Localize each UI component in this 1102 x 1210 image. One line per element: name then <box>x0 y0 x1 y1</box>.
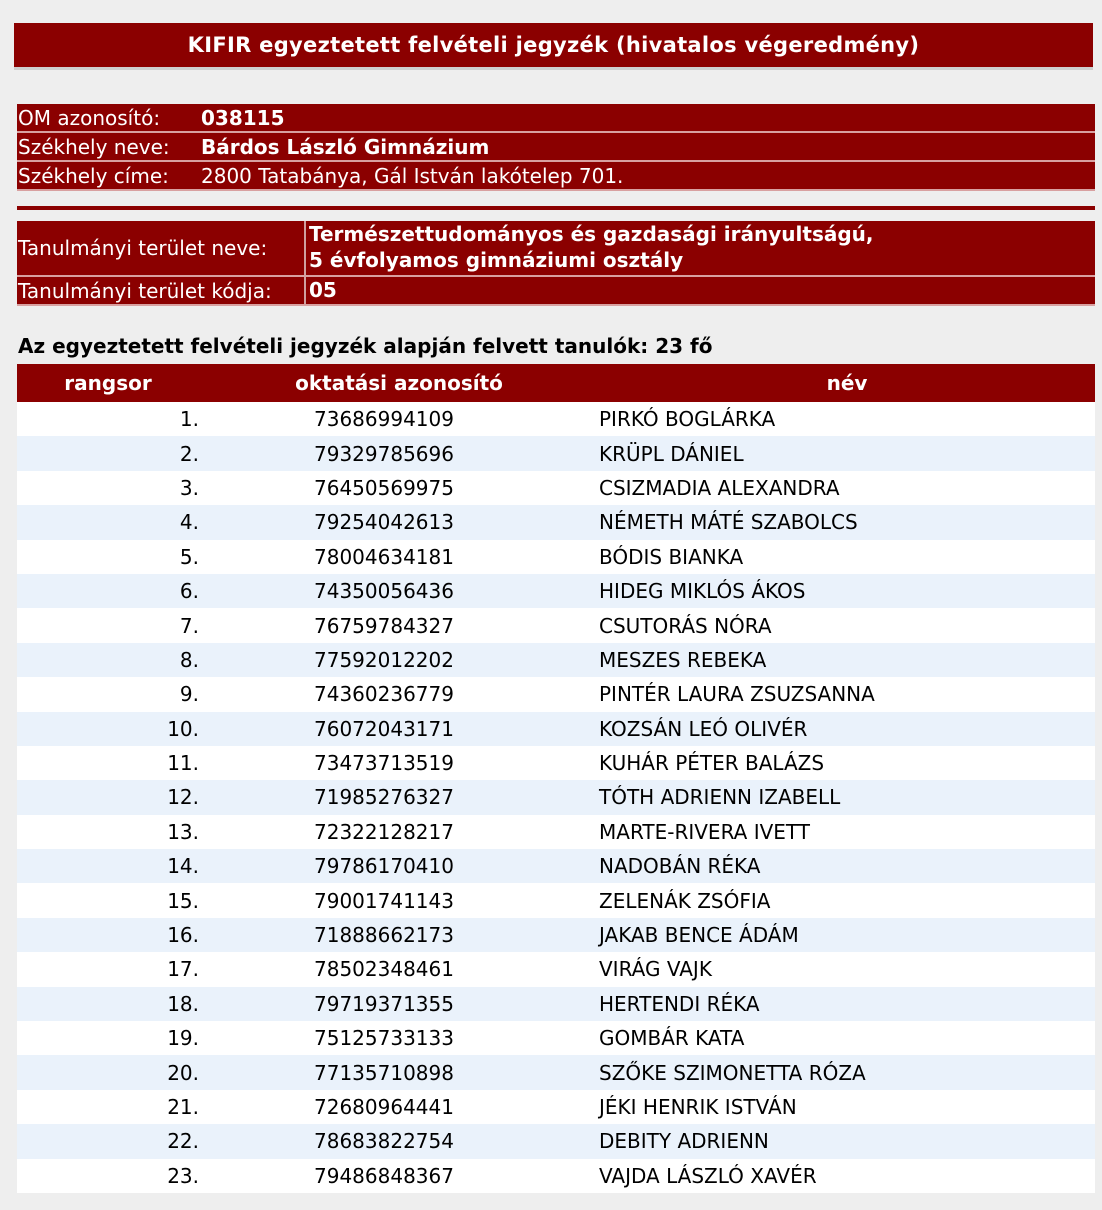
table-row <box>17 746 1095 780</box>
cell-rank: 19. <box>167 1026 199 1051</box>
cell-rank: 16. <box>167 923 199 948</box>
area-name-label: Tanulmányi terület neve: <box>17 221 306 275</box>
cell-id: 77135710898 <box>314 1060 454 1085</box>
table-row <box>17 1055 1095 1089</box>
school-name-row <box>17 133 1095 160</box>
cell-id: 71985276327 <box>314 785 454 810</box>
table-row <box>17 643 1095 677</box>
cell-rank: 21. <box>167 1095 199 1119</box>
cell-rank: 1. <box>179 407 199 432</box>
table-row <box>17 780 1095 814</box>
table-header-row <box>17 364 1095 402</box>
table-row <box>17 574 1095 608</box>
cell-rank: 18. <box>167 991 199 1016</box>
cell-rank: 4. <box>179 510 199 535</box>
cell-name: DEBITY ADRIENN <box>599 1129 769 1154</box>
admitted-count: Az egyeztetett felvételi jegyzék alapján felvett tanulók: 23 fő <box>18 334 713 358</box>
area-code-row <box>17 277 1095 304</box>
cell-id: 78683822754 <box>314 1129 454 1154</box>
table-row <box>17 436 1095 470</box>
om-row <box>17 104 1095 131</box>
cell-name: KRÜPL DÁNIEL <box>599 441 744 466</box>
cell-id: 76759784327 <box>314 613 454 638</box>
cell-id: 78004634181 <box>314 544 454 569</box>
cell-name: PIRKÓ BOGLÁRKA <box>599 407 776 432</box>
table-row <box>17 815 1095 849</box>
school-info <box>17 104 1095 191</box>
cell-rank: 15. <box>167 888 199 913</box>
cell-name: VIRÁG VAJK <box>599 957 712 982</box>
cell-name: SZŐKE SZIMONETTA RÓZA <box>599 1060 866 1085</box>
cell-name: VAJDA LÁSZLÓ XAVÉR <box>599 1163 817 1188</box>
area-name-line1: Természettudományos és gazdasági irányultságú, <box>309 222 874 246</box>
area-name-value <box>306 221 874 275</box>
cell-rank: 17. <box>167 957 199 982</box>
cell-name: CSIZMADIA ALEXANDRA <box>599 475 840 500</box>
cell-rank: 8. <box>179 647 199 672</box>
school-address-value: 2800 Tatabánya, Gál István lakótelep 701. <box>201 163 624 188</box>
cell-rank: 6. <box>179 579 199 604</box>
cell-name: KUHÁR PÉTER BALÁZS <box>599 751 825 776</box>
area-name-row <box>17 221 1095 275</box>
header-rank: rangsor <box>64 371 152 395</box>
page-title: KIFIR egyeztetett felvételi jegyzék (hivatalos végeredmény) <box>14 23 1093 67</box>
area-code-label: Tanulmányi terület kódja: <box>17 277 306 304</box>
cell-id: 79329785696 <box>314 441 454 466</box>
cell-name: NADOBÁN RÉKA <box>599 854 761 879</box>
cell-rank: 12. <box>167 785 199 810</box>
table-row <box>17 505 1095 539</box>
cell-rank: 13. <box>167 819 199 844</box>
cell-id: 76450569975 <box>314 475 454 500</box>
school-address-label: Székhely címe: <box>18 163 169 188</box>
table-row <box>17 952 1095 986</box>
cell-rank: 7. <box>179 613 199 638</box>
table-row <box>17 987 1095 1021</box>
cell-id: 76072043171 <box>314 716 454 741</box>
cell-id: 74360236779 <box>314 682 454 707</box>
table-row <box>17 1090 1095 1124</box>
cell-name: JÉKI HENRIK ISTVÁN <box>599 1095 797 1119</box>
table-row <box>17 883 1095 917</box>
cell-id: 79001741143 <box>314 888 454 913</box>
cell-id: 75125733133 <box>314 1026 454 1051</box>
cell-id: 79254042613 <box>314 510 454 535</box>
table-row <box>17 1021 1095 1055</box>
area-name-line2: 5 évfolyamos gimnáziumi osztály <box>309 248 684 272</box>
area-code-value: 05 <box>309 278 337 302</box>
cell-rank: 22. <box>167 1129 199 1154</box>
table-row <box>17 849 1095 883</box>
cell-rank: 5. <box>179 544 199 569</box>
cell-rank: 23. <box>167 1163 199 1188</box>
cell-rank: 9. <box>179 682 199 707</box>
cell-rank: 11. <box>167 751 199 776</box>
cell-name: JAKAB BENCE ÁDÁM <box>599 923 799 948</box>
cell-name: MESZES REBEKA <box>599 647 767 672</box>
school-address-row <box>17 162 1095 189</box>
cell-id: 73473713519 <box>314 751 454 776</box>
cell-id: 74350056436 <box>314 579 454 604</box>
cell-rank: 2. <box>179 441 199 466</box>
om-value: 038115 <box>201 105 285 130</box>
table-row <box>17 1124 1095 1158</box>
cell-name: BÓDIS BIANKA <box>599 544 744 569</box>
cell-id: 78502348461 <box>314 957 454 982</box>
table-row <box>17 1159 1095 1193</box>
cell-id: 79786170410 <box>314 854 454 879</box>
cell-rank: 14. <box>167 854 199 879</box>
cell-rank: 10. <box>167 716 199 741</box>
table-row <box>17 402 1095 436</box>
cell-name: KOZSÁN LEÓ OLIVÉR <box>599 716 808 741</box>
cell-name: PINTÉR LAURA ZSUZSANNA <box>599 682 875 707</box>
cell-name: ZELENÁK ZSÓFIA <box>599 888 771 913</box>
table-row <box>17 608 1095 642</box>
cell-name: HERTENDI RÉKA <box>599 991 760 1016</box>
cell-id: 77592012202 <box>314 647 454 672</box>
om-label: OM azonosító: <box>18 105 161 130</box>
cell-id: 72680964441 <box>314 1095 454 1119</box>
table-row <box>17 677 1095 711</box>
admitted-students-table <box>17 364 1095 1193</box>
header-id: oktatási azonosító <box>295 371 503 395</box>
table-row <box>17 712 1095 746</box>
section-divider <box>17 206 1095 210</box>
cell-name: NÉMETH MÁTÉ SZABOLCS <box>599 510 858 535</box>
table-row <box>17 540 1095 574</box>
cell-name: HIDEG MIKLÓS ÁKOS <box>599 579 806 604</box>
cell-id: 79719371355 <box>314 991 454 1016</box>
cell-name: MARTE-RIVERA IVETT <box>599 819 810 844</box>
cell-id: 73686994109 <box>314 407 454 432</box>
header-name: név <box>826 371 868 395</box>
cell-name: TÓTH ADRIENN IZABELL <box>599 785 841 810</box>
school-name-value: Bárdos László Gimnázium <box>201 134 490 159</box>
table-row <box>17 471 1095 505</box>
cell-id: 71888662173 <box>314 923 454 948</box>
cell-name: GOMBÁR KATA <box>599 1026 745 1051</box>
cell-id: 79486848367 <box>314 1163 454 1188</box>
cell-name: CSUTORÁS NÓRA <box>599 613 772 638</box>
study-area-info <box>17 221 1095 306</box>
cell-rank: 3. <box>179 475 199 500</box>
cell-id: 72322128217 <box>314 819 454 844</box>
school-name-label: Székhely neve: <box>18 134 170 159</box>
table-row <box>17 918 1095 952</box>
cell-rank: 20. <box>167 1060 199 1085</box>
